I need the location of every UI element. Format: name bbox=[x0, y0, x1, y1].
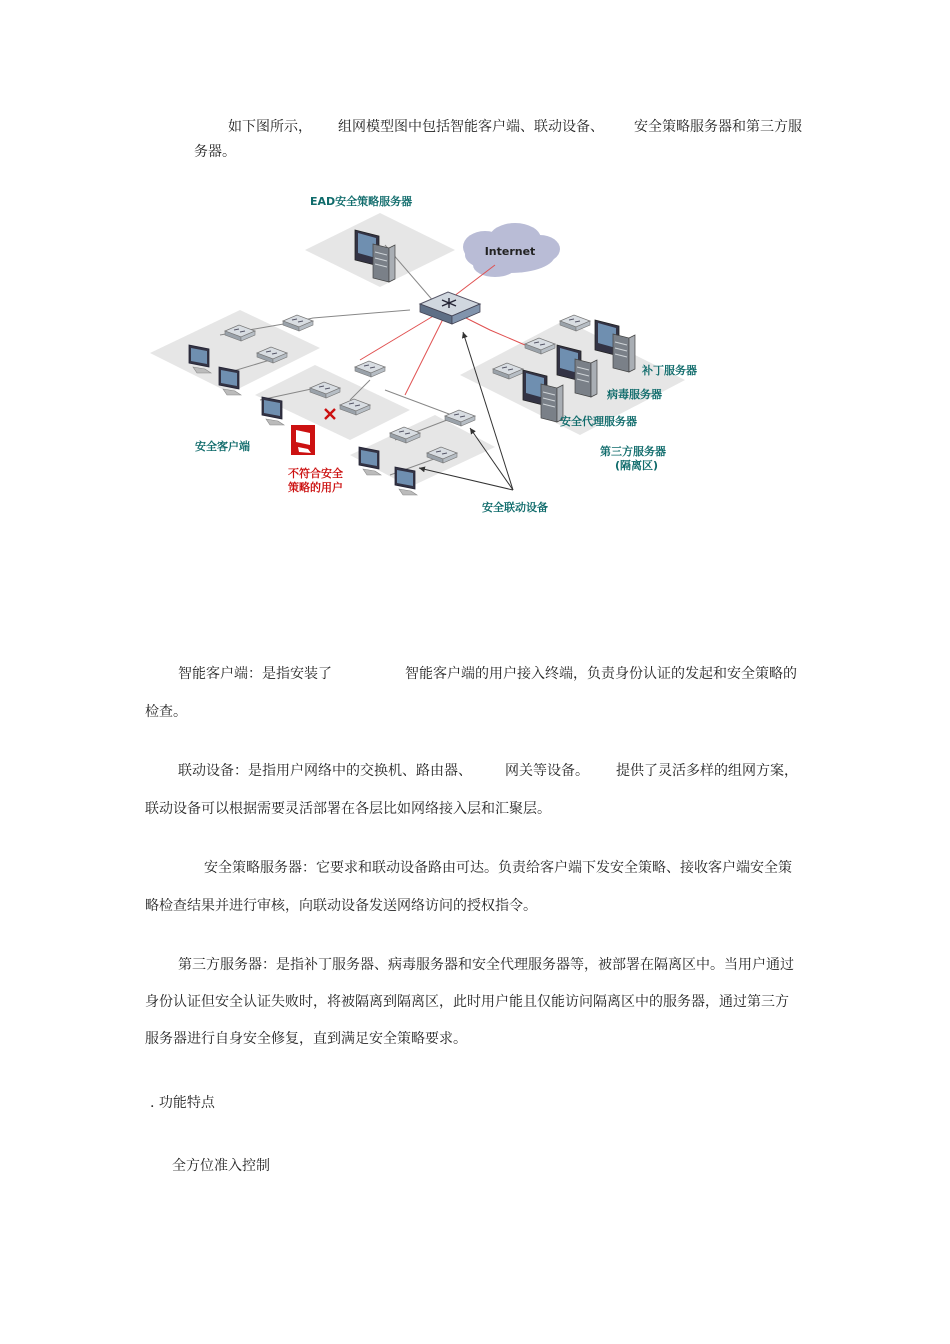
linkage-label: 安全联动设备 bbox=[482, 501, 548, 514]
intro-text-4: 务器。 bbox=[194, 144, 236, 160]
p3-text-b: 略检查结果并进行审核，向联动设备发送网络访问的授权指令。 bbox=[145, 898, 537, 914]
third-party-label-2: (隔离区) bbox=[615, 459, 659, 472]
p2-text-c: 提供了灵活多样的组网方案， bbox=[616, 763, 798, 779]
p4-text-b: 身份认证但安全认证失败时，将被隔离到隔离区，此时用户能且仅能访问隔离区中的服务器，通过第三方 bbox=[145, 994, 789, 1010]
p1-text-c: 检查。 bbox=[145, 704, 187, 720]
proxy-server-label: 安全代理服务器 bbox=[560, 415, 637, 428]
switch-4 bbox=[355, 361, 385, 377]
client-pc-5 bbox=[395, 467, 417, 495]
client-pc-3 bbox=[262, 397, 284, 425]
p2-text-d: 联动设备可以根据需要灵活部署在各层比如网络接入层和汇聚层。 bbox=[145, 801, 551, 817]
internet-cloud bbox=[463, 223, 560, 277]
p4-text-a: 第三方服务器：是指补丁服务器、病毒服务器和安全代理服务器等，被部署在隔离区中。当用户通过 bbox=[178, 957, 794, 973]
client-pc-2 bbox=[219, 367, 241, 395]
virus-server-label: 病毒服务器 bbox=[607, 388, 662, 401]
network-diagram bbox=[145, 185, 725, 525]
patch-server-label: 补丁服务器 bbox=[642, 364, 697, 377]
internet-label: Internet bbox=[484, 245, 536, 258]
switch-1 bbox=[283, 315, 313, 331]
p2-text-b: 网关等设备。 bbox=[505, 763, 589, 779]
p4-text-c: 服务器进行自身安全修复，直到满足安全策略要求。 bbox=[145, 1031, 467, 1047]
intro-text-1: 如下图所示， bbox=[228, 119, 312, 135]
noncompliant-user-icon bbox=[291, 425, 315, 455]
ead-server-label: EAD安全策略服务器 bbox=[310, 195, 413, 208]
intro-text-3: 安全策略服务器和第三方服 bbox=[634, 119, 802, 135]
third-party-label-1: 第三方服务器 bbox=[600, 445, 666, 458]
p3-text-a: 安全策略服务器：它要求和联动设备路由可达。负责给客户端下发安全策略、接收客户端安全策 bbox=[204, 860, 792, 876]
section-heading: . 功能特点 bbox=[150, 1095, 215, 1111]
client-label: 安全客户端 bbox=[195, 440, 250, 453]
noncompliant-label-1: 不符合安全 bbox=[288, 467, 343, 480]
noncompliant-label-2: 策略的用户 bbox=[288, 481, 343, 494]
intro-text-2: 组网模型图中包括智能客户端、联动设备、 bbox=[338, 119, 604, 135]
p2-text-a: 联动设备：是指用户网络中的交换机、路由器、 bbox=[178, 763, 472, 779]
client-pc-4 bbox=[359, 447, 381, 475]
p1-text-b: 智能客户端的用户接入终端，负责身份认证的发起和安全策略的 bbox=[405, 666, 797, 682]
section-subheading: 全方位准入控制 bbox=[172, 1158, 270, 1174]
p1-text-a: 智能客户端：是指安装了 bbox=[178, 666, 332, 682]
